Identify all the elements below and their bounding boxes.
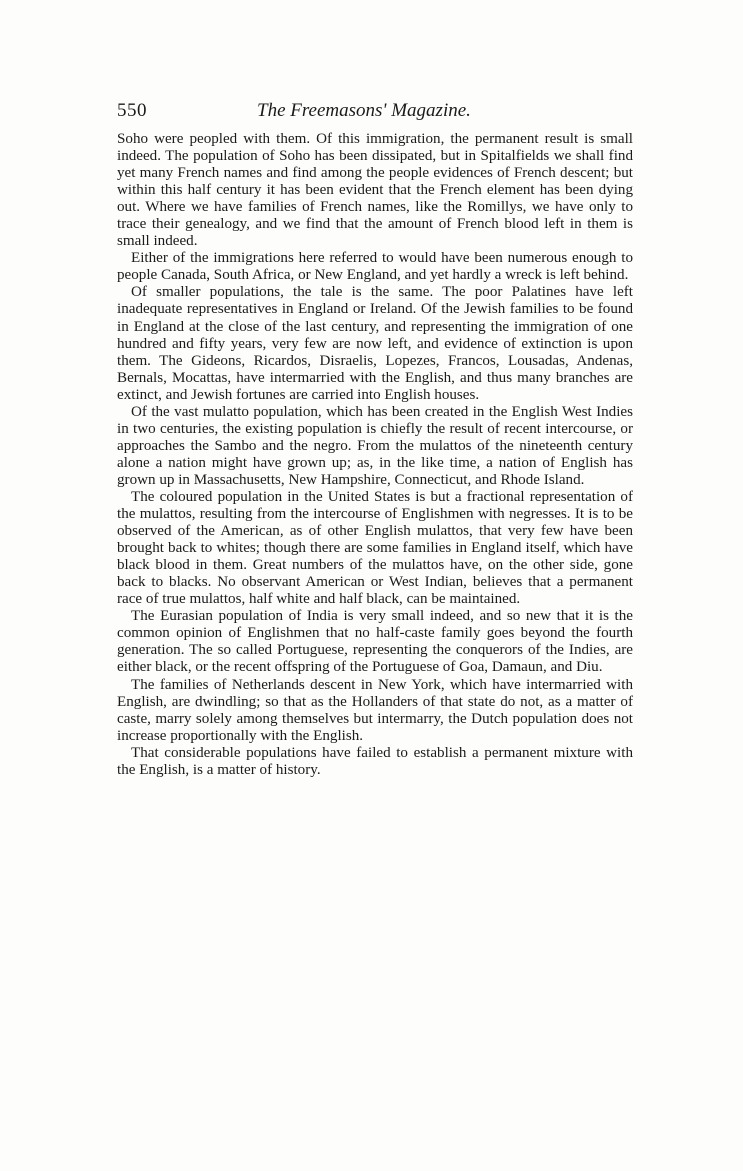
paragraph-soho: Soho were peopled with them. Of this immigration, the permanent result is small indeed. The population of Soho has been dissipated, but in Spitalfields we shall find yet many French names and find among the people evidences of French descent; but within this half century it has been evident that the French element has been dying out. Where we have families of French names, like the Romillys, we have only to trace their genealogy, and we find that the amount of French blood left in them is small indeed. — [117, 131, 633, 250]
paragraph-mulatto-west-indies: Of the vast mulatto population, which has been created in the English West Indies in two centuries, the existing population is chiefly the result of recent intercourse, or approaches the Sambo and the negro. From the mulattos of the nineteenth century alone a nation might have grown up; as, in the like time, a nation of English has grown up in Massachusetts, New Hampshire, Connecticut, and Rhode Island. — [117, 403, 633, 488]
paragraph-conclusion: That considerable populations have failed to establish a permanent mixture with the English, is a matter of history. — [117, 744, 633, 778]
journal-title: The Freemasons' Magazine. — [257, 100, 471, 121]
paragraph-immigrations: Either of the immigrations here referred to would have been numerous enough to people Canada, South Africa, or New England, and yet hardly a wreck is left behind. — [117, 250, 633, 284]
page-number: 550 — [117, 100, 147, 121]
paragraph-smaller-populations: Of smaller populations, the tale is the same. The poor Palatines have left inadequate representatives in England or Ireland. Of the Jewish families to be found in England at the close of the last century, and representing the immigration of one hundred and fifty years, very few are now left, and evidence of extinction is upon them. The Gideons, Ricardos, Disraelis, Lopezes, Francos, Lousadas, Andenas, Bernals, Mocattas, have intermarried with the English, and thus many branches are extinct, and Jewish fortunes are carried into English houses. — [117, 284, 633, 403]
paragraph-netherlands-new-york: The families of Netherlands descent in New York, which have intermarried with English, are dwindling; so that as the Hollanders of that state do not, as a matter of caste, marry solely among themselves but intermarry, the Dutch population does not increase proportionally with the English. — [117, 676, 633, 744]
paragraph-united-states: The coloured population in the United States is but a fractional representation of the mulattos, resulting from the intercourse of Englishmen with negresses. It is to be observed of the American, as of other English mulattos, that very few have been brought back to whites; though there are some families in England itself, which have black blood in them. Great numbers of the mulattos have, on the other side, gone back to blacks. No observant American or West Indian, believes that a permanent race of true mulattos, half white and half black, can be maintained. — [117, 488, 633, 608]
paragraph-eurasian-india: The Eurasian population of India is very small indeed, and so new that it is the common opinion of Englishmen that no half-caste family goes beyond the fourth generation. The so called Portuguese, representing the conquerors of the Indies, are either black, or the recent offspring of the Portuguese of Goa, Damaun, and Diu. — [117, 608, 633, 676]
article-body — [117, 131, 633, 779]
running-head — [117, 100, 632, 124]
